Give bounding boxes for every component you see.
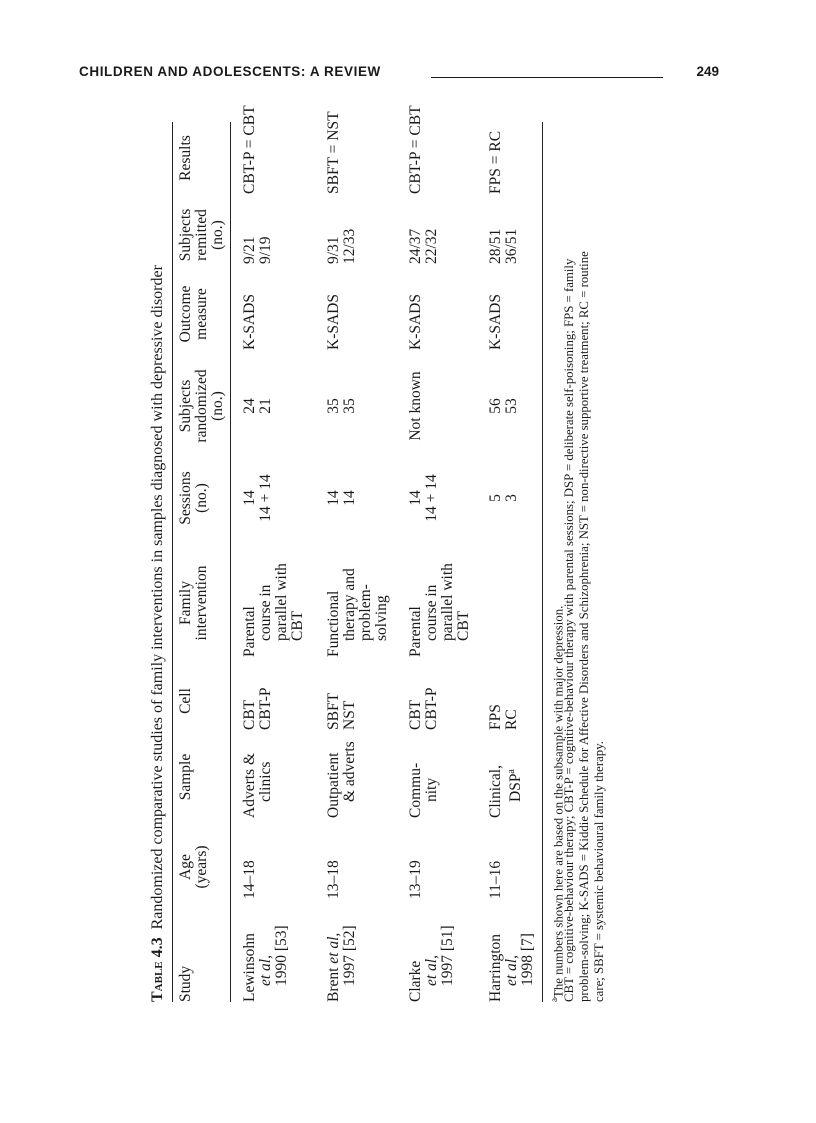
cell-remitted: 9/31 12/33 <box>325 228 358 264</box>
cell-family: Parental course in parallel with CBT <box>241 563 306 657</box>
cell-results: SBFT = NST <box>325 111 342 194</box>
cell-age: 13–19 <box>407 860 424 899</box>
cell-remitted: 9/21 9/19 <box>241 236 274 264</box>
bottom-rule <box>542 122 543 1002</box>
col-header-sample: Sample <box>177 753 194 801</box>
cell-sample: Commu- nity <box>407 762 440 818</box>
cell-study: Brent et al, 1997 [52] <box>325 925 358 1002</box>
cell-randomized: 35 35 <box>325 398 358 414</box>
footnote-a: $^a$The numbers shown here are based on the subsample with major depression. <box>549 605 566 1002</box>
cell-study: Clarke et al, 1997 [51] <box>407 925 456 1002</box>
cell-outcome: K-SADS <box>241 294 258 350</box>
col-header-results: Results <box>177 135 194 181</box>
cell-family: Parental course in parallel with CBT <box>407 563 472 657</box>
cell-outcome: K-SADS <box>487 294 504 350</box>
cell-sample: Adverts & clinics <box>241 752 274 818</box>
running-header <box>79 62 719 86</box>
col-header-sessions: Sessions (no.) <box>177 471 210 525</box>
col-header-family: Family intervention <box>177 565 210 641</box>
cell-results: CBT-P = CBT <box>241 105 258 194</box>
top-rule <box>172 122 173 1002</box>
cell-cell: SBFT NST <box>325 692 358 730</box>
cell-cell: FPS RC <box>487 704 520 730</box>
cell-sessions: 14 14 + 14 <box>407 474 440 522</box>
cell-age: 14–18 <box>241 860 258 899</box>
table-label: Table 4.3 <box>149 937 166 1002</box>
cell-sessions: 14 14 + 14 <box>241 474 274 522</box>
table-caption <box>150 265 166 1002</box>
footnote-abbrev-3: care; SBFT = systemic behavioural family therapy. <box>592 741 606 1002</box>
cell-results: CBT-P = CBT <box>407 105 424 194</box>
col-header-randomized: Subjects randomized (no.) <box>177 369 226 443</box>
footnote-abbrev-2: problem-solving; K-SADS = Kiddie Schedule for Affective Disorders and Schizophrenia; NST = non-directive supportive treatment; RC = routine <box>577 251 591 1002</box>
cell-outcome: K-SADS <box>407 294 424 350</box>
running-title: CHILDREN AND ADOLESCENTS: A REVIEW <box>79 64 381 79</box>
cell-results: FPS = RC <box>487 130 504 194</box>
col-header-study: Study <box>177 965 194 1002</box>
cell-sample: Clinical, DSP$^a$ <box>487 765 525 818</box>
cell-sessions: 14 14 <box>325 490 358 506</box>
cell-outcome: K-SADS <box>325 294 342 350</box>
cell-sessions: 5 3 <box>487 494 520 502</box>
cell-study: Lewinsohn et al, 1990 [53] <box>241 925 290 1002</box>
col-header-cell: Cell <box>177 688 194 714</box>
cell-randomized: Not known <box>407 371 424 441</box>
cell-cell: CBT CBT-P <box>241 687 274 730</box>
rotated-table <box>149 105 620 1002</box>
cell-sample: Outpatient & adverts <box>325 741 358 818</box>
page-number: 249 <box>696 64 719 79</box>
col-header-outcome: Outcome measure <box>177 285 210 343</box>
cell-randomized: 24 21 <box>241 398 274 414</box>
cell-age: 11–16 <box>487 860 504 899</box>
cell-remitted: 24/37 22/32 <box>407 228 440 264</box>
col-header-age: Age (years) <box>177 845 210 889</box>
col-header-remitted: Subjects remitted (no.) <box>177 208 226 262</box>
cell-randomized: 56 53 <box>487 398 520 414</box>
cell-cell: CBT CBT-P <box>407 687 440 730</box>
cell-family: Functional therapy and problem- solving <box>325 568 390 657</box>
footnote-abbrev-1: CBT = cognitive-behaviour therapy; CBT-P = cognitive-behaviour therapy with parental sessions; DSP = deliberate self-poisoning; FPS = family <box>562 258 576 1002</box>
header-rule <box>431 77 663 78</box>
table-caption-text: Randomized comparative studies of family interventions in samples diagnosed with depressive disorder <box>149 265 166 930</box>
cell-study: Harrington et al, 1998 [7] <box>487 933 536 1002</box>
header-rule <box>230 122 231 1002</box>
cell-remitted: 28/51 36/51 <box>487 228 520 264</box>
cell-age: 13–18 <box>325 860 342 899</box>
